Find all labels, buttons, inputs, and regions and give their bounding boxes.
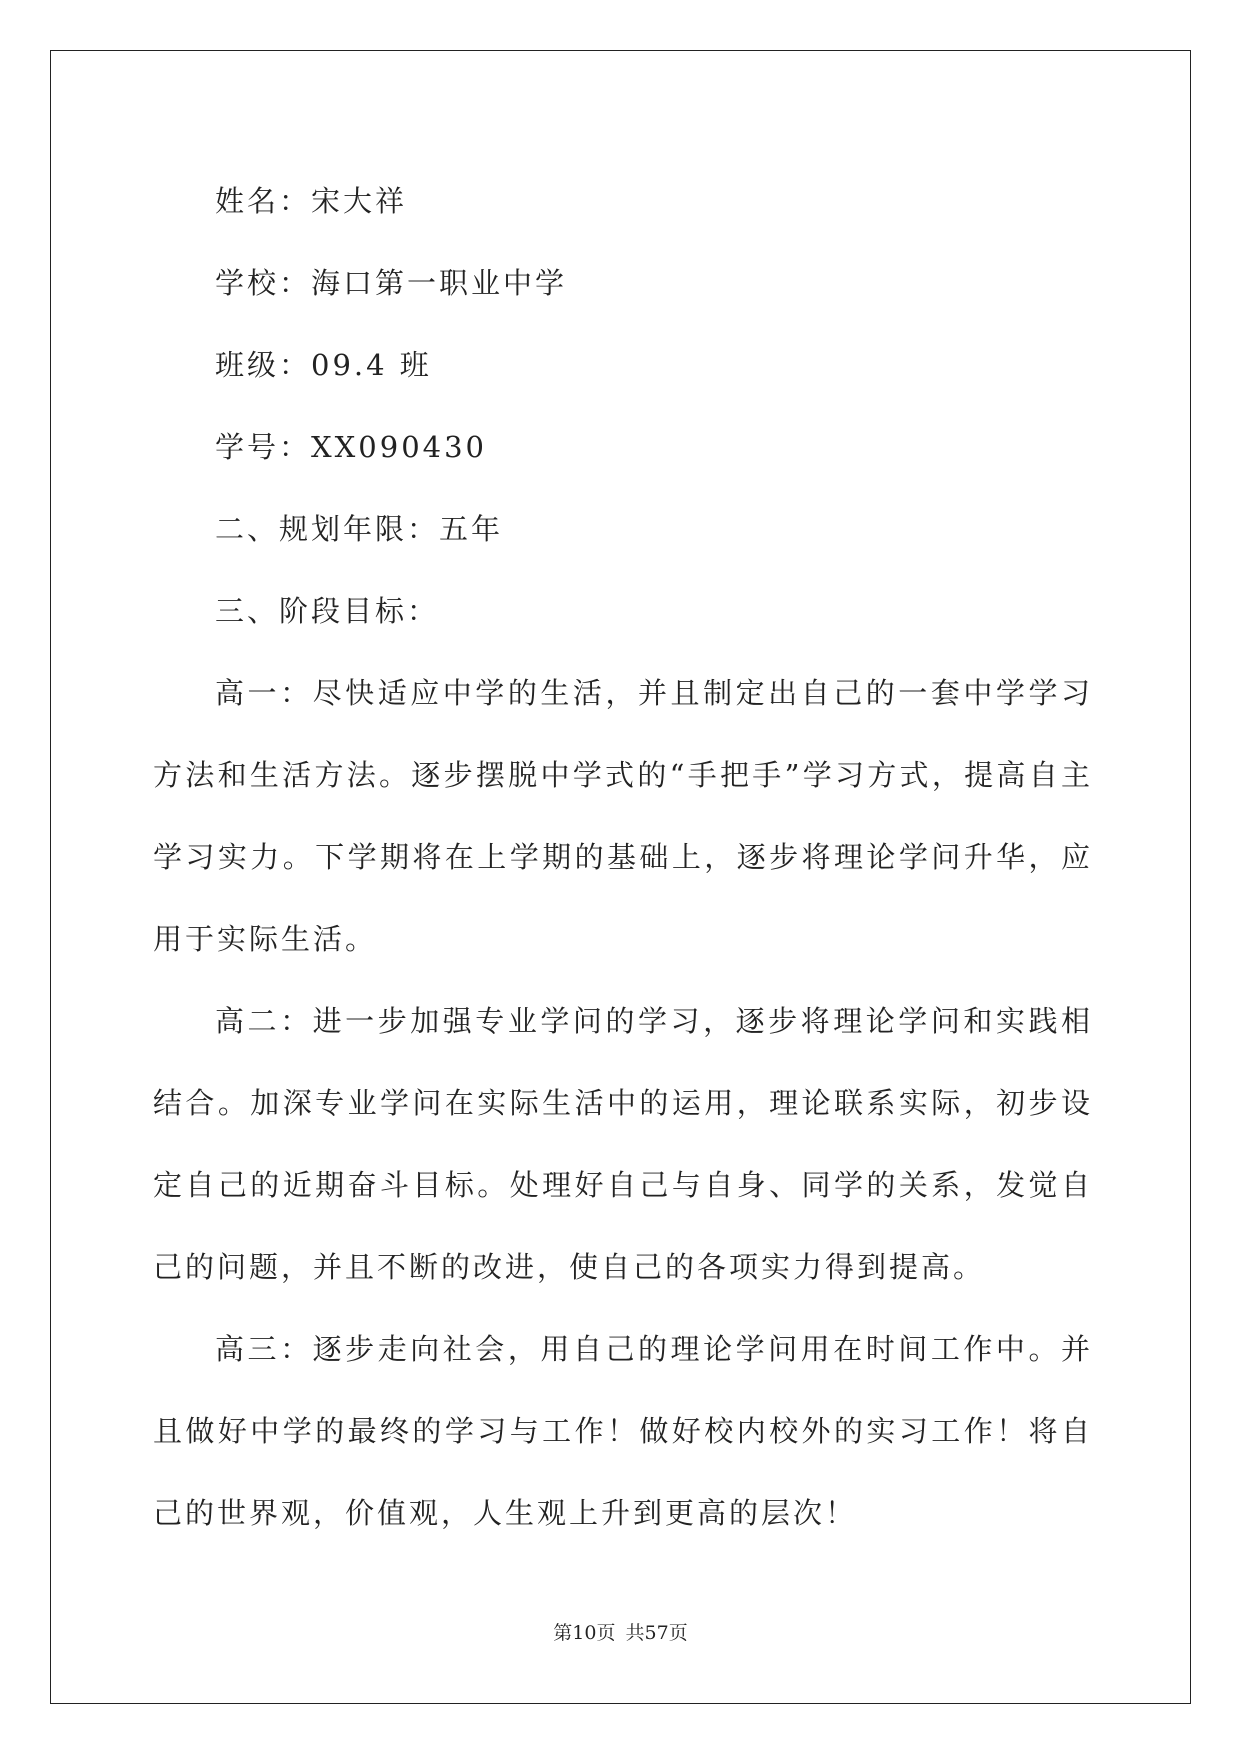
paragraph-grade-one: 高一：尽快适应中学的生活，并且制定出自己的一套中学学习方法和生活方法。逐步摆脱中学式的“手把手”学习方式，提高自主学习实力。下学期将在上学期的基础上，逐步将理论学问升华，应用于实际生活。 [153, 676, 1093, 956]
info-name: 姓名：宋大祥 [215, 184, 408, 218]
info-class: 班级：09.4 班 [215, 348, 432, 382]
info-student-id: 学号：XX090430 [215, 430, 487, 464]
section-stage-goals: 三、阶段目标： [215, 594, 440, 628]
total-pages: 共57页 [625, 1622, 688, 1644]
page-footer [0, 1618, 1241, 1645]
paragraph-grade-two: 高二：进一步加强专业学问的学习，逐步将理论学问和实践相结合。加深专业学问在实际生活中的运用，理论联系实际，初步设定自己的近期奋斗目标。处理好自己与自身、同学的关系，发觉自己的问题，并且不断的改进，使自己的各项实力得到提高。 [153, 1004, 1093, 1284]
page-number: 第10页 [553, 1622, 616, 1644]
document-body [153, 160, 1093, 1554]
section-plan-period: 二、规划年限：五年 [215, 512, 504, 546]
info-school: 学校：海口第一职业中学 [215, 266, 568, 300]
paragraph-grade-three: 高三：逐步走向社会，用自己的理论学问用在时间工作中。并且做好中学的最终的学习与工作！做好校内校外的实习工作！将自己的世界观，价值观，人生观上升到更高的层次！ [153, 1332, 1093, 1530]
